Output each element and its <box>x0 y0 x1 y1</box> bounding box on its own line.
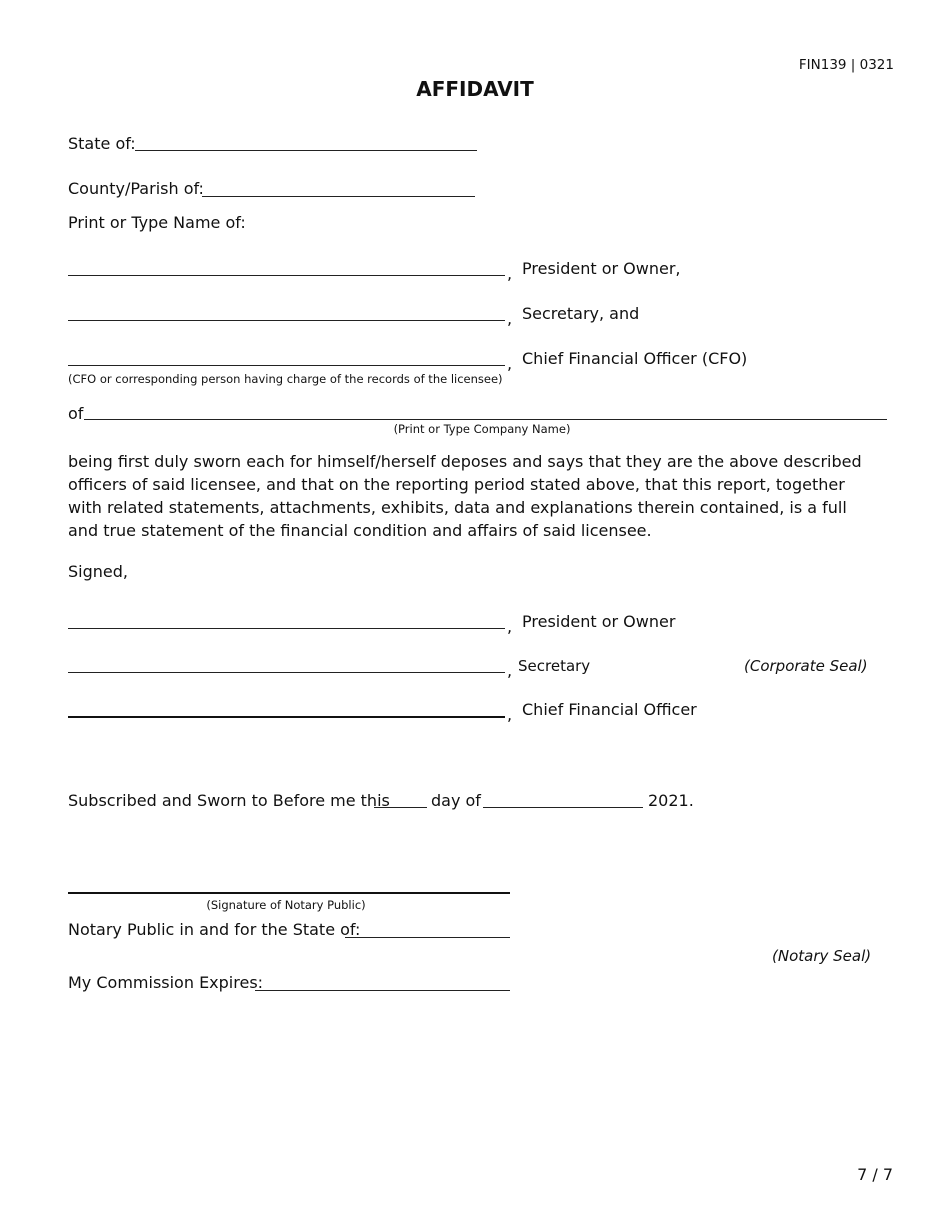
comma: , <box>507 264 513 283</box>
sworn-text: Subscribed and Sworn to Before me this <box>68 791 390 810</box>
secretary-title: Secretary, and <box>522 304 640 323</box>
company-name-caption: (Print or Type Company Name) <box>393 422 571 436</box>
secretary-signature-title: Secretary <box>518 657 591 675</box>
month-field[interactable] <box>483 807 643 808</box>
notary-signature-caption: (Signature of Notary Public) <box>206 898 366 912</box>
cfo-signature-field[interactable] <box>68 716 505 718</box>
secretary-name-field[interactable] <box>68 320 505 321</box>
notary-signature-field[interactable] <box>68 892 510 894</box>
commission-expires-field[interactable] <box>255 990 510 991</box>
signed-label: Signed, <box>68 562 128 581</box>
commission-expires-label: My Commission Expires: <box>68 973 264 992</box>
cfo-title: Chief Financial Officer (CFO) <box>522 349 748 368</box>
page-number: 7 / 7 <box>857 1165 893 1184</box>
state-field[interactable] <box>135 150 477 151</box>
comma: , <box>507 617 513 636</box>
comma: , <box>507 354 513 373</box>
form-code: FIN139 | 0321 <box>798 57 894 73</box>
affidavit-statement: being first duly sworn each for himself/herself deposes and says that they are the above described officers of said licensee, and that on the reporting period stated above, that this report, together with related statements, attachments, exhibits, data and explanations therein contained, is a full and true statement of the financial condition and affairs of said licensee. <box>68 452 862 540</box>
county-field[interactable] <box>202 196 475 197</box>
page-title: AFFIDAVIT <box>416 77 534 101</box>
print-name-label: Print or Type Name of: <box>68 213 246 232</box>
county-label: County/Parish of: <box>68 179 204 198</box>
president-signature-field[interactable] <box>68 628 505 629</box>
company-name-field[interactable] <box>84 419 887 420</box>
day-of-text: day of <box>431 791 481 810</box>
comma: , <box>507 661 513 680</box>
of-label: of <box>68 404 84 423</box>
notary-state-label: Notary Public in and for the State of: <box>68 920 361 939</box>
notary-seal-label: (Notary Seal) <box>772 947 872 965</box>
state-label: State of: <box>68 134 136 153</box>
notary-state-field[interactable] <box>345 937 510 938</box>
cfo-signature-title: Chief Financial Officer <box>522 700 697 719</box>
comma: , <box>507 309 513 328</box>
corporate-seal-label: (Corporate Seal) <box>744 657 868 675</box>
president-owner-signature-title: President or Owner <box>522 612 676 631</box>
comma: , <box>507 705 513 724</box>
cfo-name-field[interactable] <box>68 365 505 366</box>
cfo-note: (CFO or corresponding person having charge of the records of the licensee) <box>68 372 503 386</box>
secretary-signature-field[interactable] <box>68 672 505 673</box>
day-field[interactable] <box>374 807 427 808</box>
president-owner-title: President or Owner, <box>522 259 681 278</box>
president-name-field[interactable] <box>68 275 505 276</box>
sworn-year: 2021. <box>648 791 694 810</box>
